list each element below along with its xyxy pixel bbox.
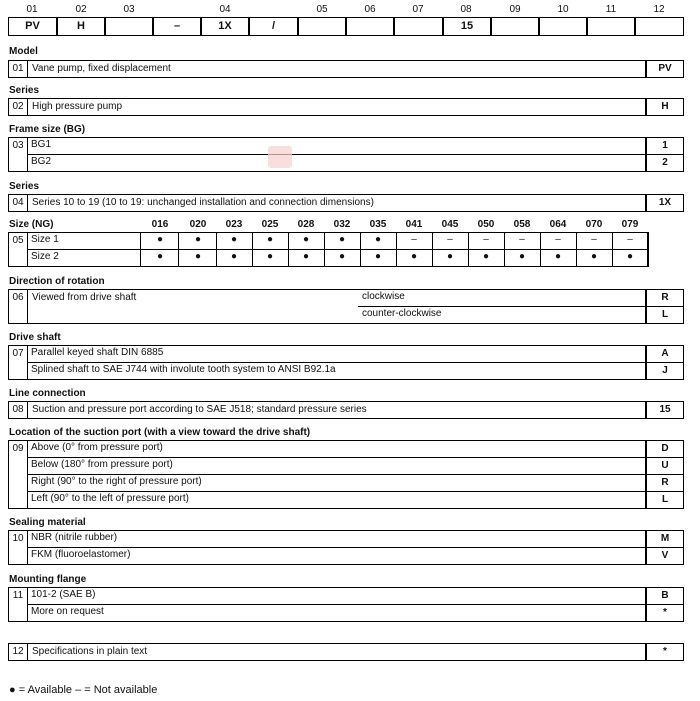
- mounting-flange-divider: [27, 604, 646, 605]
- frame-size-heading: Frame size (BG): [9, 124, 86, 135]
- frame-size-option-text: BG2: [31, 156, 52, 167]
- size-availability-mark: ●: [266, 234, 274, 245]
- drive-shaft-option-text: Parallel keyed shaft DIN 6885: [31, 347, 164, 358]
- code-box-14[interactable]: [635, 17, 684, 36]
- code-box-4[interactable]: –: [153, 17, 201, 36]
- size-availability-mark: ●: [338, 251, 346, 262]
- size-availability-mark: ●: [590, 251, 598, 262]
- size-availability-mark: ●: [230, 251, 238, 262]
- size-availability-mark: ●: [446, 251, 454, 262]
- mounting-flange-number: 11: [9, 588, 28, 621]
- specifications-row: [8, 643, 646, 661]
- size-availability-mark: –: [627, 234, 633, 245]
- legend: ● = Available – = Not available: [9, 684, 158, 696]
- code-box-1[interactable]: PV: [8, 17, 57, 36]
- size-column-041: 041: [405, 219, 423, 230]
- size-grid-start: [140, 232, 141, 267]
- mounting-flange-option-text: 101-2 (SAE B): [31, 589, 96, 600]
- rotation-option-text: counter-clockwise: [362, 308, 442, 319]
- sealing-option-code[interactable]: M: [646, 530, 684, 548]
- size-availability-mark: –: [447, 234, 453, 245]
- series-type-row: [8, 98, 646, 116]
- rotation-text: Viewed from drive shaft: [32, 292, 137, 303]
- frame-size-option-code[interactable]: 1: [646, 137, 684, 155]
- size-heading: Size (NG): [9, 219, 54, 230]
- suction-port-option-text: Right (90° to the right of pressure port): [31, 476, 202, 487]
- drive-shaft-option-code[interactable]: J: [646, 362, 684, 380]
- size-availability-mark: ●: [518, 251, 526, 262]
- size-column-025: 025: [261, 219, 279, 230]
- size-grid-line: [216, 232, 217, 267]
- size-grid-line: [324, 232, 325, 267]
- suction-port-option-text: Above (0° from pressure port): [31, 442, 163, 453]
- size-availability-mark: ●: [156, 234, 164, 245]
- suction-port-option-code[interactable]: L: [646, 491, 684, 509]
- model-number: 01: [9, 61, 28, 77]
- mounting-flange-heading: Mounting flange: [9, 574, 87, 585]
- position-08-label: 08: [460, 4, 472, 15]
- position-01-label: 01: [26, 4, 38, 15]
- code-box-5[interactable]: 1X: [201, 17, 249, 36]
- position-11-label: 11: [605, 4, 617, 15]
- line-connection-code[interactable]: 15: [646, 401, 684, 419]
- size-grid-line: [178, 232, 179, 267]
- size-grid-line: [612, 232, 613, 267]
- line-connection-heading: Line connection: [9, 388, 86, 399]
- position-03-label: 03: [123, 4, 135, 15]
- mounting-flange-option-text: More on request: [31, 606, 104, 617]
- size-column-020: 020: [189, 219, 207, 230]
- size-column-064: 064: [549, 219, 567, 230]
- rotation-number: 06: [9, 290, 28, 323]
- size-availability-mark: ●: [194, 251, 202, 262]
- size-availability-mark: –: [519, 234, 525, 245]
- series-type-number: 02: [9, 99, 28, 115]
- position-09-label: 09: [509, 4, 521, 15]
- suction-port-option-code[interactable]: D: [646, 440, 684, 458]
- size-grid-line: [648, 232, 649, 267]
- size-grid-line: [576, 232, 577, 267]
- series-text: Series 10 to 19 (10 to 19: unchanged installation and connection dimensions): [32, 197, 374, 208]
- sealing-option-text: NBR (nitrile rubber): [31, 532, 118, 543]
- code-box-10[interactable]: 15: [443, 17, 491, 36]
- suction-port-option-code[interactable]: R: [646, 474, 684, 492]
- size-grid-line: [396, 232, 397, 267]
- frame-size-divider: [27, 154, 646, 155]
- code-box-13[interactable]: [587, 17, 635, 36]
- size-grid-line: [432, 232, 433, 267]
- code-box-3[interactable]: [105, 17, 153, 36]
- frame-size-option-text: BG1: [31, 139, 52, 150]
- frame-size-number: 03: [9, 138, 28, 171]
- rotation-option-text: clockwise: [362, 291, 405, 302]
- series-heading: Series: [9, 181, 40, 192]
- size-column-045: 045: [441, 219, 459, 230]
- size-availability-mark: ●: [626, 251, 634, 262]
- rotation-option-code[interactable]: R: [646, 289, 684, 307]
- position-05-label: 05: [316, 4, 328, 15]
- size-availability-mark: –: [411, 234, 417, 245]
- specifications-text: Specifications in plain text: [32, 646, 148, 657]
- size-column-050: 050: [477, 219, 495, 230]
- code-box-11[interactable]: [491, 17, 539, 36]
- size-availability-mark: ●: [374, 234, 382, 245]
- model-row: [8, 60, 646, 78]
- size-availability-mark: ●: [302, 234, 310, 245]
- mounting-flange-option-code[interactable]: B: [646, 587, 684, 605]
- code-box-9[interactable]: [394, 17, 443, 36]
- position-04-label: 04: [219, 4, 231, 15]
- size-column-028: 028: [297, 219, 315, 230]
- series-code[interactable]: 1X: [646, 194, 684, 212]
- specifications-number: 12: [9, 644, 28, 660]
- size-column-032: 032: [333, 219, 351, 230]
- code-box-6[interactable]: /: [249, 17, 298, 36]
- code-box-7[interactable]: [298, 17, 346, 36]
- sealing-option-code[interactable]: V: [646, 547, 684, 565]
- size-availability-mark: ●: [230, 234, 238, 245]
- drive-shaft-option-code[interactable]: A: [646, 345, 684, 363]
- drive-shaft-option-text: Splined shaft to SAE J744 with involute tooth system to ANSI B92.1a: [31, 364, 336, 375]
- size-row-label: Size 1: [31, 234, 59, 245]
- position-02-label: 02: [75, 4, 87, 15]
- size-column-070: 070: [585, 219, 603, 230]
- size-availability-mark: ●: [554, 251, 562, 262]
- drive-shaft-heading: Drive shaft: [9, 332, 61, 343]
- sealing-option-text: FKM (fluoroelastomer): [31, 549, 131, 560]
- drive-shaft-number: 07: [9, 346, 28, 379]
- line-connection-number: 08: [9, 402, 28, 418]
- size-row-label: Size 2: [31, 251, 59, 262]
- size-availability-mark: ●: [302, 251, 310, 262]
- watermark-logo: [268, 146, 292, 168]
- series-type-text: High pressure pump: [32, 101, 123, 112]
- size-grid-line: [540, 232, 541, 267]
- position-12-label: 12: [653, 4, 665, 15]
- model-code[interactable]: PV: [646, 60, 684, 78]
- size-availability-mark: ●: [338, 234, 346, 245]
- model-text: Vane pump, fixed displacement: [32, 63, 171, 74]
- rotation-option-code[interactable]: L: [646, 306, 684, 324]
- sealing-heading: Sealing material: [9, 517, 86, 528]
- position-07-label: 07: [412, 4, 424, 15]
- suction-port-option-code[interactable]: U: [646, 457, 684, 475]
- suction-port-heading: Location of the suction port (with a view toward the drive shaft): [9, 427, 311, 438]
- series-type-code[interactable]: H: [646, 98, 684, 116]
- suction-port-option-text: Left (90° to the left of pressure port): [31, 493, 189, 504]
- series-number: 04: [9, 195, 28, 211]
- size-availability-mark: –: [591, 234, 597, 245]
- code-box-2[interactable]: H: [57, 17, 105, 36]
- specifications-code[interactable]: *: [646, 643, 684, 661]
- position-10-label: 10: [557, 4, 569, 15]
- line-connection-text: Suction and pressure port according to SAE J518; standard pressure series: [32, 404, 367, 415]
- frame-size-option-code[interactable]: 2: [646, 154, 684, 172]
- code-box-8[interactable]: [346, 17, 394, 36]
- suction-port-number: 09: [9, 441, 28, 508]
- size-column-035: 035: [369, 219, 387, 230]
- size-availability-mark: –: [483, 234, 489, 245]
- sealing-number: 10: [9, 531, 28, 564]
- series-type-heading: Series: [9, 85, 40, 96]
- size-grid-line: [504, 232, 505, 267]
- size-number: 05: [9, 233, 28, 266]
- model-heading: Model: [9, 46, 38, 57]
- size-grid-line: [252, 232, 253, 267]
- code-box-12[interactable]: [539, 17, 587, 36]
- size-availability-mark: ●: [194, 234, 202, 245]
- rotation-heading: Direction of rotation: [9, 276, 105, 287]
- series-row: [8, 194, 646, 212]
- size-availability-mark: ●: [374, 251, 382, 262]
- mounting-flange-option-code[interactable]: *: [646, 604, 684, 622]
- suction-port-option-text: Below (180° from pressure port): [31, 459, 173, 470]
- size-grid-line: [288, 232, 289, 267]
- size-availability-mark: ●: [156, 251, 164, 262]
- size-grid-line: [360, 232, 361, 267]
- position-06-label: 06: [364, 4, 376, 15]
- size-availability-mark: ●: [482, 251, 490, 262]
- size-column-079: 079: [621, 219, 639, 230]
- size-availability-mark: ●: [266, 251, 274, 262]
- size-column-023: 023: [225, 219, 243, 230]
- size-column-016: 016: [151, 219, 169, 230]
- size-grid-line: [468, 232, 469, 267]
- size-column-058: 058: [513, 219, 531, 230]
- line-connection-row: [8, 401, 646, 419]
- size-availability-mark: ●: [410, 251, 418, 262]
- size-availability-mark: –: [555, 234, 561, 245]
